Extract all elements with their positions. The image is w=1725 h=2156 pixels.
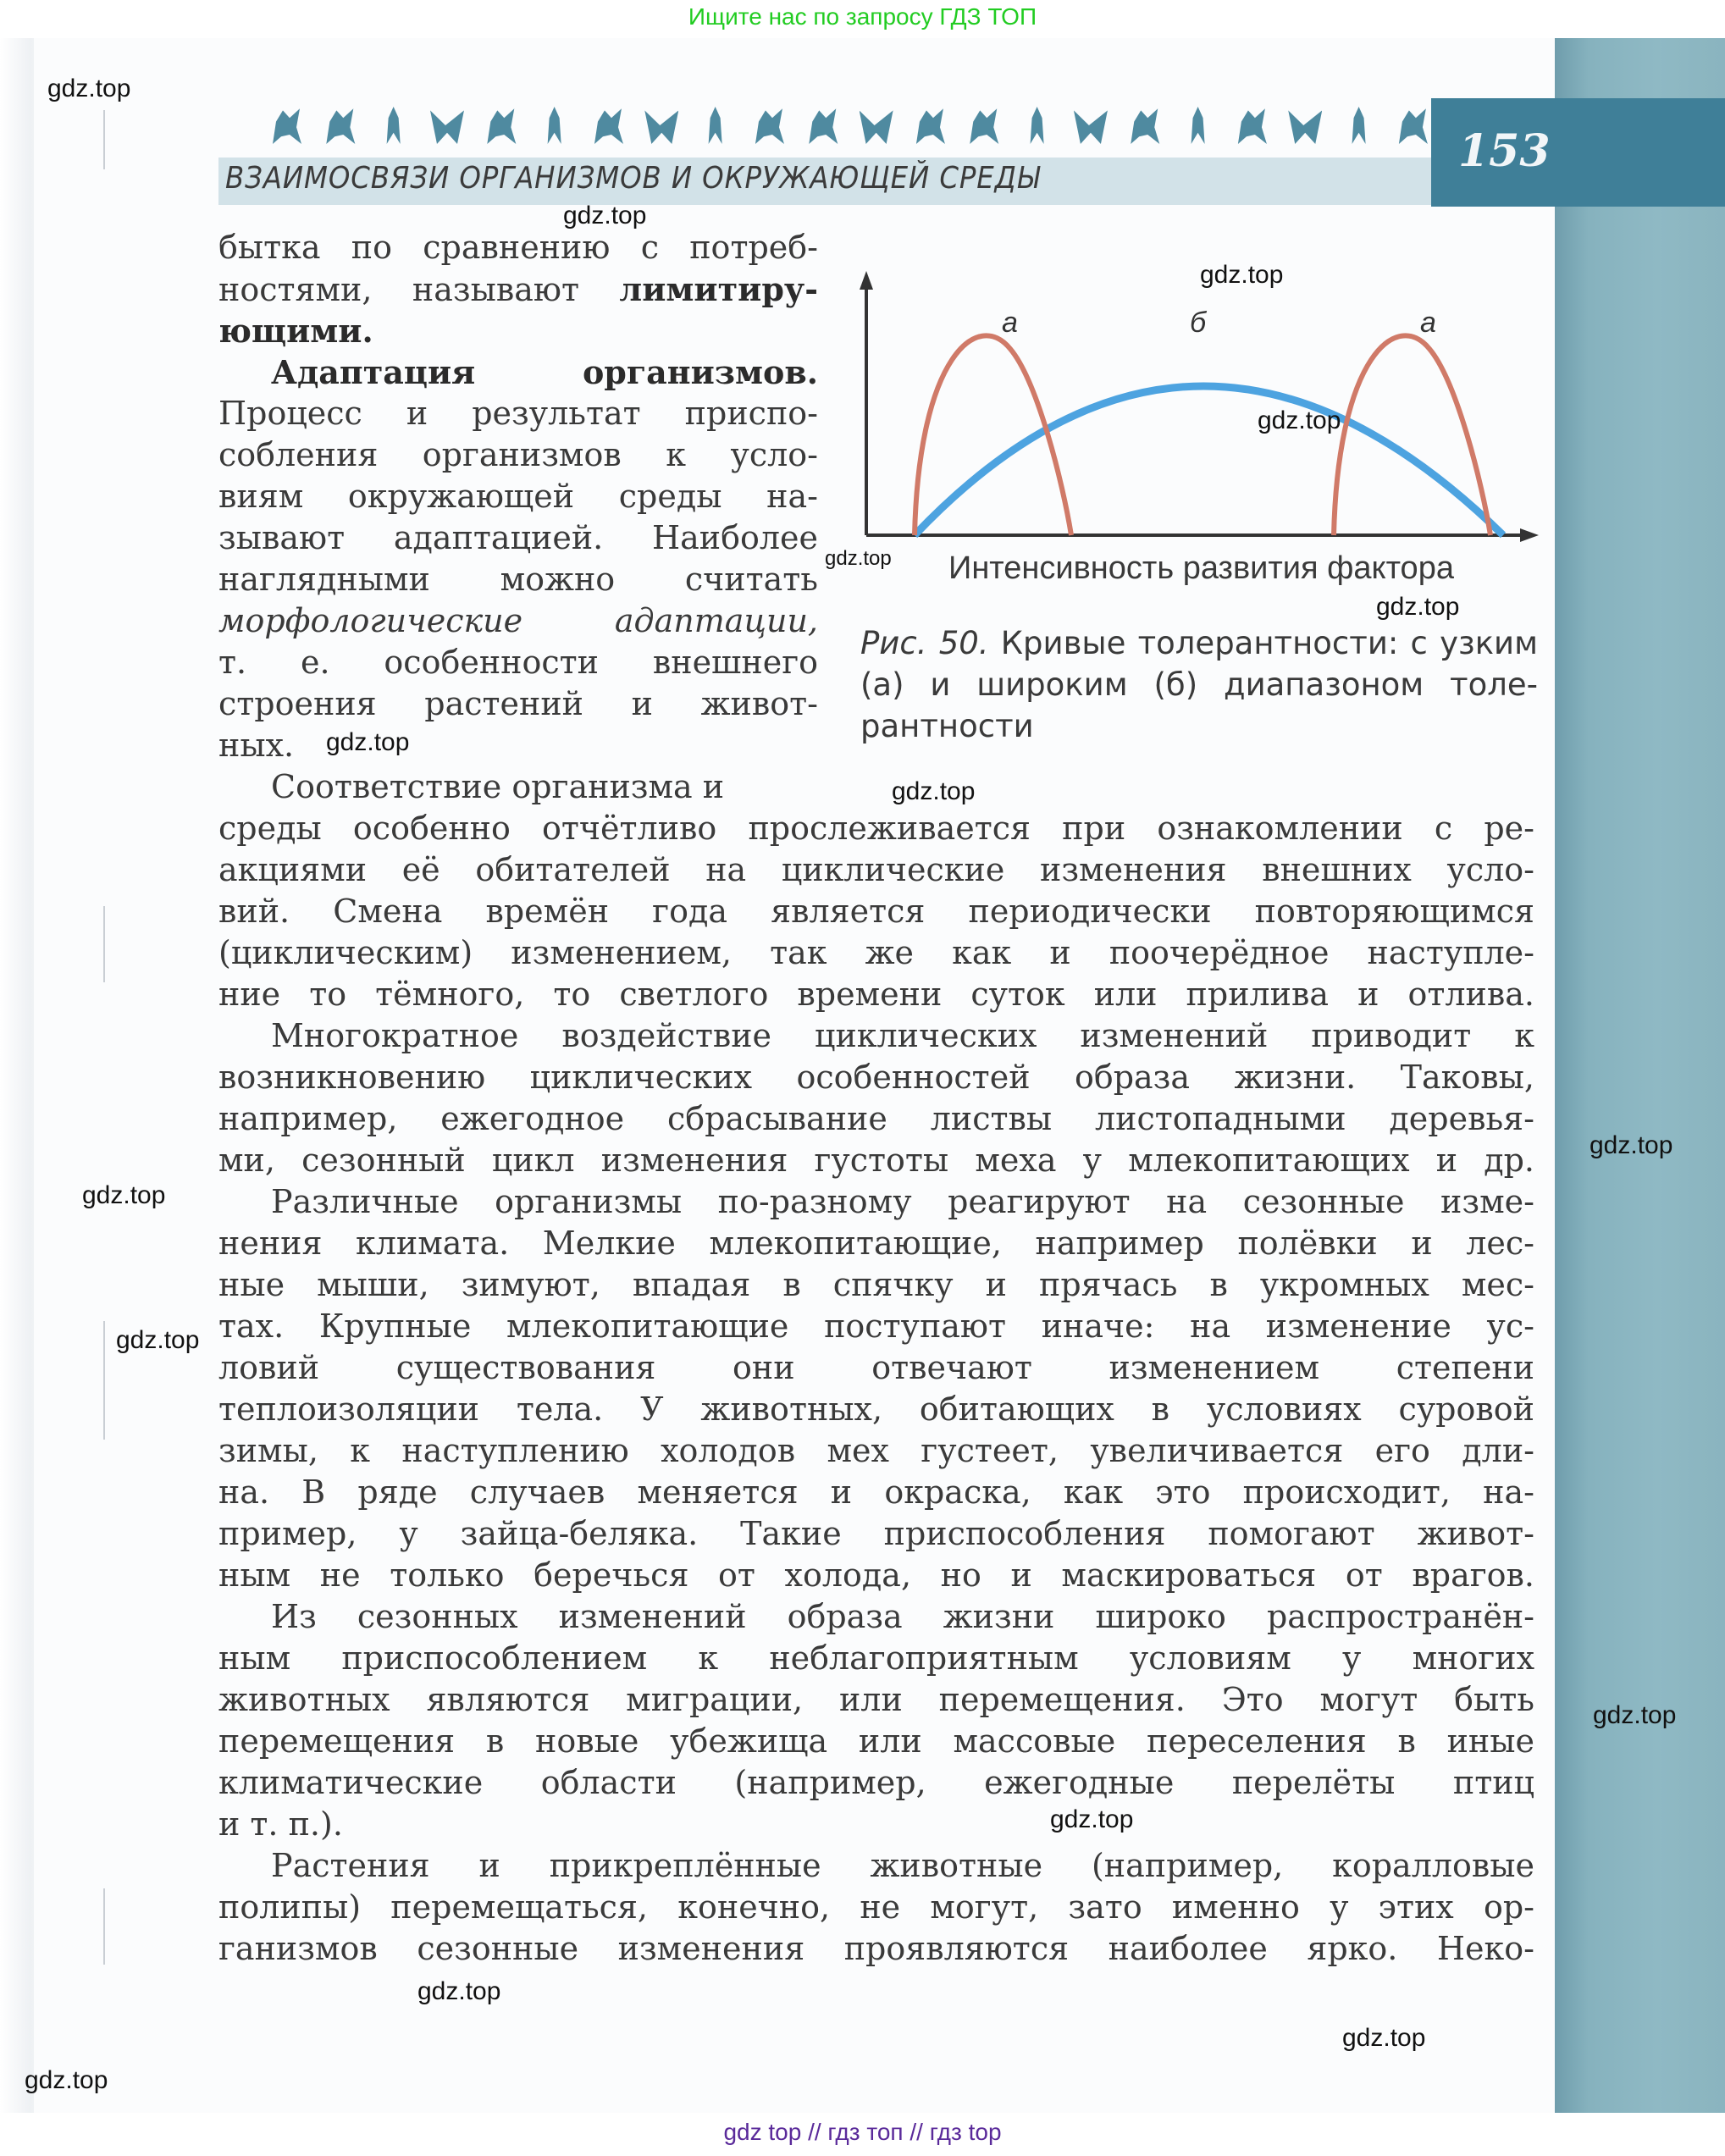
section-title: ВЗАИМОСВЯЗИ ОРГАНИЗМОВ И ОКРУЖАЮЩЕЙ СРЕДЫ [225,161,1041,196]
bold-term: ющими. [218,312,373,350]
text-line [218,310,818,351]
text-line: например, ежегодное сбрасывание листвы листопадными деревья- [218,1100,1534,1137]
watermark: gdz.top [1590,1131,1673,1159]
animal-icon [484,107,517,144]
curve-narrow-a-left [915,335,1071,535]
curve-label-a-right: а [1420,307,1436,339]
animal-icon [430,107,464,144]
animal-icon [966,107,1000,144]
animal-icon [752,107,786,144]
body-paragraph-1 [218,766,1534,1015]
tolerance-curves-chart [851,271,1554,593]
watermark: gdz.top [563,202,647,229]
watermark: gdz.top [417,1977,501,2005]
text-line: животных являются миграции, или перемещения. Это могут быть [218,1681,1534,1718]
curve-label-b: б [1190,307,1207,339]
text-line: акциями её обитателей на циклические изменения внешних усло- [218,851,1534,888]
text-line: наглядными можно считать [218,561,818,598]
animal-icon [860,107,893,144]
figure-caption [860,622,1538,747]
italic-term: морфологические адаптации, [218,602,818,639]
page-edge-band [1555,38,1725,2113]
text-line: зимы, к наступлению холодов мех густеет, увеличивается его дли- [218,1432,1534,1469]
text-line: Растения и прикреплённые животные (например, коралловые [271,1847,1534,1884]
text-line: среды особенно отчётливо прослеживается при ознакомлении с ре- [218,810,1534,847]
watermark: gdz.top [892,777,976,805]
text-line: и т. п.). [218,1805,343,1843]
text-line: Соответствие организма и [271,768,725,805]
text-line: ным приспособлением к неблагоприятным условиям у многих [218,1639,1534,1677]
watermark: gdz.top [116,1326,200,1354]
body-paragraph-3 [218,1181,1534,1596]
text-line: на. В ряде случаев меняется и окраска, как это происходит, на- [218,1473,1534,1511]
x-axis-label: Интенсивность развития фактора [948,550,1454,586]
animal-icon [269,107,303,144]
text-line: т. е. особенности внешнего [218,644,818,681]
animal-icon [1074,107,1108,144]
text-line: виям окружающей среды на- [218,478,818,515]
animal-icon [1181,107,1215,144]
text-line: (циклическим) изменением, так же как и поочерёдное наступле- [218,934,1534,971]
watermark: gdz.top [1376,593,1460,621]
text-line: Многократное воздействие циклических изменений приводит к [271,1017,1534,1054]
body-paragraph-5 [218,1845,1534,1970]
text-line: вий. Смена времён года является периодически повторяющимся [218,893,1534,930]
watermark: gdz.top [326,728,410,756]
page-number: 153 [1458,125,1551,177]
animal-icon [699,107,733,144]
animal-icon [1342,107,1376,144]
animal-icon [1020,107,1054,144]
animal-icon [805,107,839,144]
text-line: ным не только беречься от холода, но и маскироваться от врагов. [218,1556,1534,1594]
spine-crease [103,1321,105,1440]
text-line: полипы) перемещаться, конечно, не могут, зато именно у этих ор- [218,1888,1534,1926]
top-banner[interactable]: Ищите нас по запросу ГДЗ ТОП [688,3,1037,30]
text-line: климатические области (например, ежегодные перелёты птиц [218,1764,1534,1801]
spine-crease [103,906,105,982]
text-line: Различные организмы по-разному реагируют на сезонные изме- [271,1183,1534,1220]
text-line [218,600,818,642]
left-column-text [218,227,818,766]
text-line: Процесс и результат приспо- [218,395,818,432]
spine-crease [103,110,105,169]
text-line: ных. [218,727,295,764]
text-line: пример, у зайца-беляка. Такие приспособления помогают живот- [218,1515,1534,1552]
text-line: теплоизоляции тела. У животных, обитающих в условиях суровой [218,1390,1534,1428]
animal-icon [644,107,678,144]
text-line: Из сезонных изменений образа жизни широко распространён- [271,1598,1534,1635]
text-line: ные мыши, зимуют, впадая в спячку и прячась в укромных мес- [218,1266,1534,1303]
text-line: ние то тёмного, то светлого времени суток или прилива и отлива. [218,976,1534,1013]
watermark: gdz.top [1200,261,1284,289]
watermark: gdz.top [1342,2024,1426,2052]
curve-wide-b [915,386,1503,535]
animal-icon [323,107,357,144]
body-paragraph-4 [218,1596,1534,1845]
animal-icon [1235,107,1269,144]
animal-icon [913,107,947,144]
text-line: нения климата. Мелкие млекопитающие, например полёвки и лес- [218,1224,1534,1262]
y-axis-arrow-icon [860,271,873,290]
caption-line: Рис. 50. Кривые толерантности: с узким [860,625,1539,661]
text-line: ностями, называют лимитиру- [218,270,818,308]
animal-silhouette-strip [269,100,1429,144]
bold-term: лимитиру- [619,270,818,308]
x-axis-arrow-icon [1520,528,1539,542]
watermark: gdz.top [25,2066,108,2094]
caption-line: рантности [860,708,1034,744]
body-paragraph-2 [218,1015,1534,1181]
caption-line: (а) и широким (б) диапазоном толе- [860,666,1538,703]
watermark: gdz.top [1050,1805,1134,1833]
text-line: зывают адаптацией. Наиболее [218,519,818,556]
text-line: собления организмов к усло- [218,436,818,473]
watermark: gdz.top [1258,406,1341,434]
text-line: перемещения в новые убежища или массовые переселения в иные [218,1722,1534,1760]
animal-icon [377,107,411,144]
text-line: ловий существования они отвечают изменением степени [218,1349,1534,1386]
spine-crease [103,1888,105,1965]
animal-icon [1127,107,1161,144]
text-line: ганизмов сезонные изменения проявляются наиболее ярко. Неко- [218,1930,1534,1967]
text-line: строения растений и живот- [218,685,818,722]
watermark: gdz.top [1593,1701,1677,1729]
curve-label-a-left: а [1002,307,1018,339]
text-line: бытка по сравнению с потреб- [218,229,818,266]
watermark: gdz.top [825,547,892,570]
watermark: gdz.top [82,1181,166,1209]
animal-icon [1288,107,1322,144]
subheading: Адаптация организмов. [271,353,818,391]
footer-watermark[interactable]: gdz top // гдз топ // гдз top [723,2119,1002,2145]
text-line: тах. Крупные млекопитающие поступают иначе: на изменение ус- [218,1307,1534,1345]
text-line: возникновению циклических особенностей образа жизни. Таковы, [218,1059,1534,1096]
watermark: gdz.top [47,75,131,102]
animal-icon [538,107,572,144]
animal-icon [1396,107,1429,144]
text-line: ми, сезонный цикл изменения густоты меха у млекопитающих и др. [218,1142,1534,1179]
animal-icon [591,107,625,144]
